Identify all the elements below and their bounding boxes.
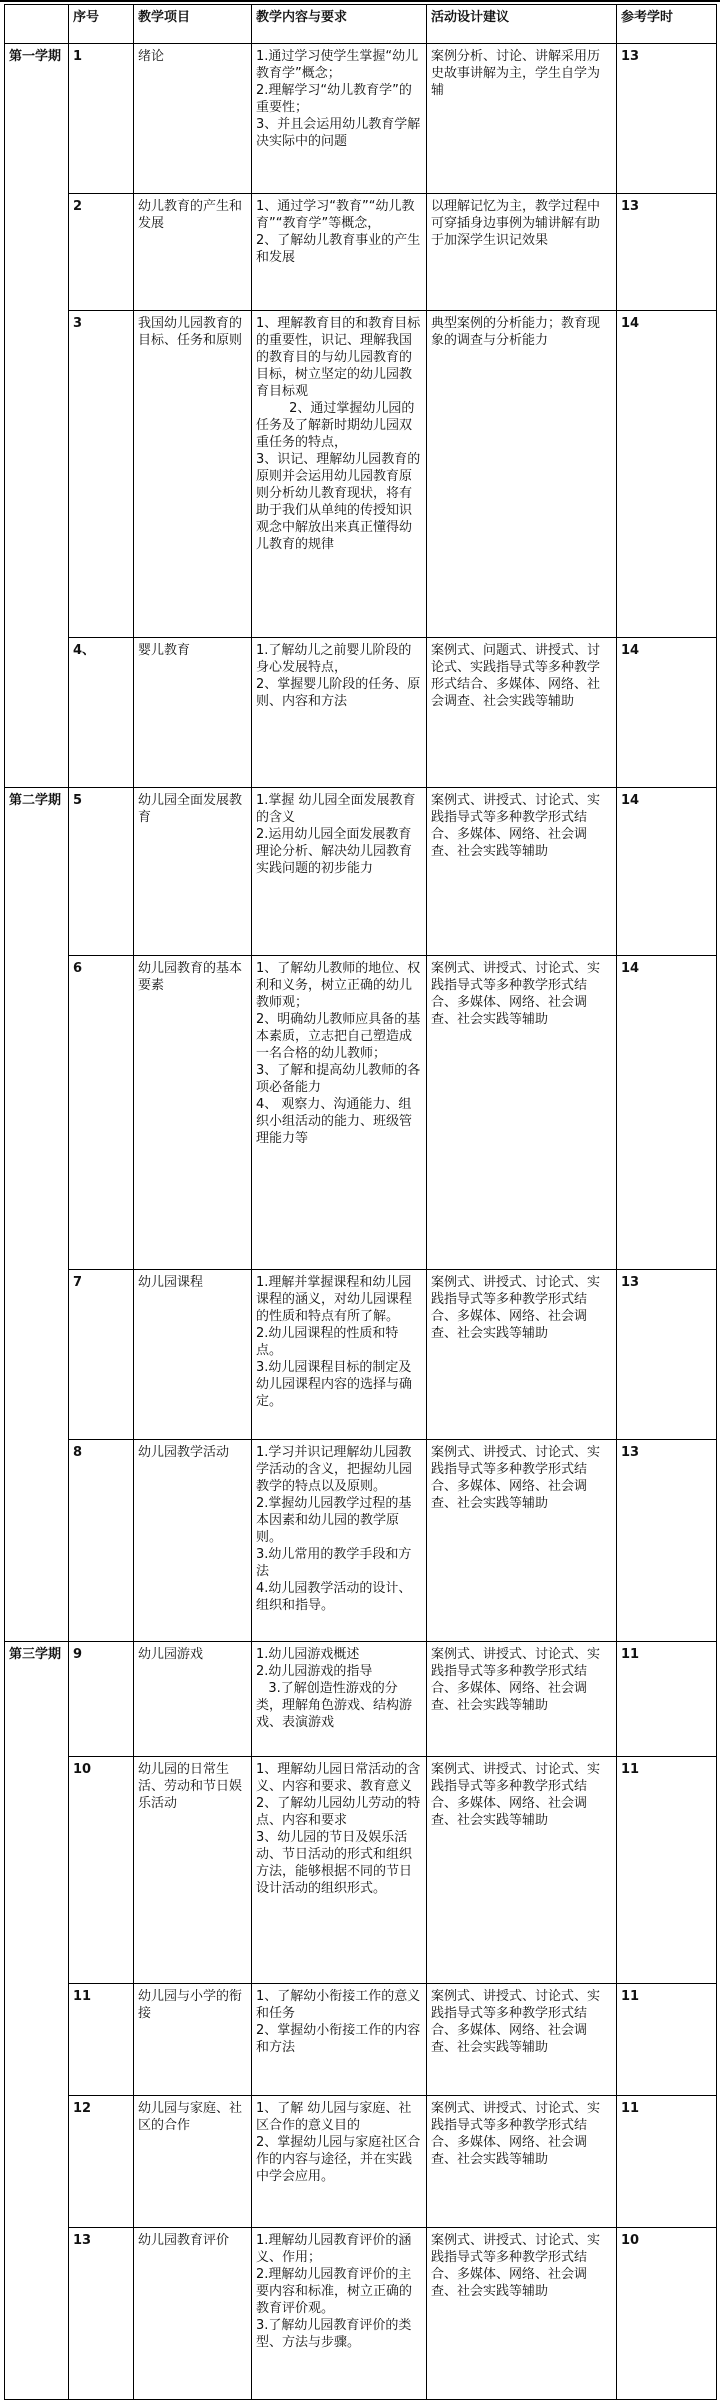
row-activity: 案例式、问题式、讲授式、讨论式、实践指导式等多种教学形式结合、多媒体、网络、社会调查、社会实践等辅助	[427, 638, 617, 788]
row-number: 3	[69, 311, 134, 638]
row-content: 1、理解教育目的和教育目标的重要性，识记、理解我国的教育目的与幼儿园教育的目标，树立坚定的幼儿园教育目标观 2、通过掌握幼儿园的任务及了解新时期幼儿园双重任务的特点， 3、识记、理解幼儿园教育的原则并会运用幼儿园教育原则分析幼儿教育现状，将有助于我们从单纯的传授知识观念中解放出来真正懂得幼儿教育的规律	[252, 311, 427, 638]
teaching-plan-table	[4, 4, 717, 2400]
table-row	[5, 194, 717, 311]
row-hours: 13	[617, 1270, 717, 1440]
row-number: 6	[69, 956, 134, 1270]
semester-cell: 第三学期	[5, 1642, 69, 2400]
semester-cell: 第二学期	[5, 788, 69, 1642]
row-activity: 以理解记忆为主，教学过程中可穿插身边事例为辅讲解有助于加深学生识记效果	[427, 194, 617, 311]
row-hours: 11	[617, 1757, 717, 1984]
table-row	[5, 1757, 717, 1984]
row-hours: 13	[617, 44, 717, 194]
row-activity: 案例式、讲授式、讨论式、实践指导式等多种教学形式结合、多媒体、网络、社会调查、社会实践等辅助	[427, 1984, 617, 2096]
row-activity: 案例式、讲授式、讨论式、实践指导式等多种教学形式结合、多媒体、网络、社会调查、社会实践等辅助	[427, 2228, 617, 2400]
row-content: 1.通过学习使学生掌握“幼儿教育学”概念； 2.理解学习“幼儿教育学”的重要性； 3、并且会运用幼儿教育学解决实际中的问题	[252, 44, 427, 194]
row-hours: 14	[617, 311, 717, 638]
row-activity: 案例式、讲授式、讨论式、实践指导式等多种教学形式结合、多媒体、网络、社会调查、社会实践等辅助	[427, 956, 617, 1270]
row-activity: 案例式、讲授式、讨论式、实践指导式等多种教学形式结合、多媒体、网络、社会调查、社会实践等辅助	[427, 1440, 617, 1642]
row-content: 1.掌握 幼儿园全面发展教育的含义 2.运用幼儿园全面发展教育理论分析、解决幼儿园教育实践问题的初步能力	[252, 788, 427, 956]
row-number: 4、	[69, 638, 134, 788]
row-number: 1	[69, 44, 134, 194]
row-activity: 案例式、讲授式、讨论式、实践指导式等多种教学形式结合、多媒体、网络、社会调查、社会实践等辅助	[427, 1270, 617, 1440]
header-semester	[5, 5, 69, 44]
table-row	[5, 638, 717, 788]
row-number: 10	[69, 1757, 134, 1984]
top-border-line	[0, 0, 720, 2]
row-hours: 11	[617, 1984, 717, 2096]
table-row	[5, 1270, 717, 1440]
row-project: 幼儿园的日常生活、劳动和节日娱乐活动	[134, 1757, 252, 1984]
row-project: 幼儿园游戏	[134, 1642, 252, 1757]
row-project: 幼儿园与小学的衔接	[134, 1984, 252, 2096]
row-number: 9	[69, 1642, 134, 1757]
row-number: 2	[69, 194, 134, 311]
row-activity: 案例分析、讨论、讲解采用历史故事讲解为主，学生自学为辅	[427, 44, 617, 194]
row-project: 幼儿园与家庭、社区的合作	[134, 2096, 252, 2228]
table-row	[5, 1642, 717, 1757]
row-hours: 13	[617, 1440, 717, 1642]
table-row	[5, 44, 717, 194]
table-row	[5, 311, 717, 638]
header-project: 教学项目	[134, 5, 252, 44]
semester-cell: 第一学期	[5, 44, 69, 788]
row-hours: 13	[617, 194, 717, 311]
table-row	[5, 1984, 717, 2096]
table-row	[5, 788, 717, 956]
row-content: 1、通过学习“教育”“幼儿教育”“教育学”等概念， 2、了解幼儿教育事业的产生和发展	[252, 194, 427, 311]
table-row	[5, 2096, 717, 2228]
header-row	[5, 5, 717, 44]
row-hours: 14	[617, 788, 717, 956]
row-activity: 案例式、讲授式、讨论式、实践指导式等多种教学形式结合、多媒体、网络、社会调查、社会实践等辅助	[427, 2096, 617, 2228]
row-content: 1、了解幼儿教师的地位、权利和义务，树立正确的幼儿教师观； 2、明确幼儿教师应具备的基本素质，立志把自己塑造成一名合格的幼儿教师； 3、了解和提高幼儿教师的各项必备能力 4、 观察力、沟通能力、组织小组活动的能力、班级管理能力等	[252, 956, 427, 1270]
header-content: 教学内容与要求	[252, 5, 427, 44]
row-hours: 10	[617, 2228, 717, 2400]
row-hours: 14	[617, 638, 717, 788]
row-project: 幼儿园教学活动	[134, 1440, 252, 1642]
row-number: 5	[69, 788, 134, 956]
table-row	[5, 1440, 717, 1642]
row-project: 幼儿园课程	[134, 1270, 252, 1440]
header-hours: 参考学时	[617, 5, 717, 44]
row-project: 我国幼儿园教育的目标、任务和原则	[134, 311, 252, 638]
row-content: 1、了解 幼儿园与家庭、社区合作的意义目的 2、掌握幼儿园与家庭社区合作的内容与途径，并在实践中学会应用。	[252, 2096, 427, 2228]
row-number: 7	[69, 1270, 134, 1440]
row-content: 1、理解幼儿园日常活动的含义、内容和要求、教育意义 2、了解幼儿园幼儿劳动的特点、内容和要求 3、幼儿园的节日及娱乐活动、节日活动的形式和组织方法，能够根据不同的节日设计活动的组织形式。	[252, 1757, 427, 1984]
row-content: 1.理解并掌握课程和幼儿园课程的涵义，对幼儿园课程的性质和特点有所了解。 2.幼儿园课程的性质和特点。 3.幼儿园课程目标的制定及幼儿园课程内容的选择与确定。	[252, 1270, 427, 1440]
row-project: 绪论	[134, 44, 252, 194]
table-row	[5, 956, 717, 1270]
header-activity: 活动设计建议	[427, 5, 617, 44]
row-project: 幼儿园教育评价	[134, 2228, 252, 2400]
row-number: 8	[69, 1440, 134, 1642]
row-number: 13	[69, 2228, 134, 2400]
row-project: 幼儿教育的产生和发展	[134, 194, 252, 311]
row-hours: 11	[617, 2096, 717, 2228]
row-project: 幼儿园全面发展教育	[134, 788, 252, 956]
row-project: 幼儿园教育的基本要素	[134, 956, 252, 1270]
row-hours: 11	[617, 1642, 717, 1757]
header-index: 序号	[69, 5, 134, 44]
row-content: 1.幼儿园游戏概述 2.幼儿园游戏的指导 3.了解创造性游戏的分类，理解角色游戏、结构游戏、表演游戏	[252, 1642, 427, 1757]
row-activity: 案例式、讲授式、讨论式、实践指导式等多种教学形式结合、多媒体、网络、社会调查、社会实践等辅助	[427, 788, 617, 956]
row-number: 12	[69, 2096, 134, 2228]
row-activity: 典型案例的分析能力；教育现象的调查与分析能力	[427, 311, 617, 638]
row-number: 11	[69, 1984, 134, 2096]
row-activity: 案例式、讲授式、讨论式、实践指导式等多种教学形式结合、多媒体、网络、社会调查、社会实践等辅助	[427, 1642, 617, 1757]
table-row	[5, 2228, 717, 2400]
row-content: 1.学习并识记理解幼儿园教学活动的含义，把握幼儿园教学的特点以及原则。 2.掌握幼儿园教学过程的基本因素和幼儿园的教学原则。 3.幼儿常用的教学手段和方法 4.幼儿园教学活动的设计、组织和指导。	[252, 1440, 427, 1642]
row-hours: 14	[617, 956, 717, 1270]
row-content: 1.了解幼儿之前婴儿阶段的身心发展特点， 2、掌握婴儿阶段的任务、原则、内容和方法	[252, 638, 427, 788]
row-content: 1、了解幼小衔接工作的意义和任务 2、掌握幼小衔接工作的内容和方法	[252, 1984, 427, 2096]
row-content: 1.理解幼儿园教育评价的涵义、作用； 2.理解幼儿园教育评价的主要内容和标准，树立正确的教育评价观。 3.了解幼儿园教育评价的类型、方法与步骤。	[252, 2228, 427, 2400]
row-activity: 案例式、讲授式、讨论式、实践指导式等多种教学形式结合、多媒体、网络、社会调查、社会实践等辅助	[427, 1757, 617, 1984]
row-project: 婴儿教育	[134, 638, 252, 788]
